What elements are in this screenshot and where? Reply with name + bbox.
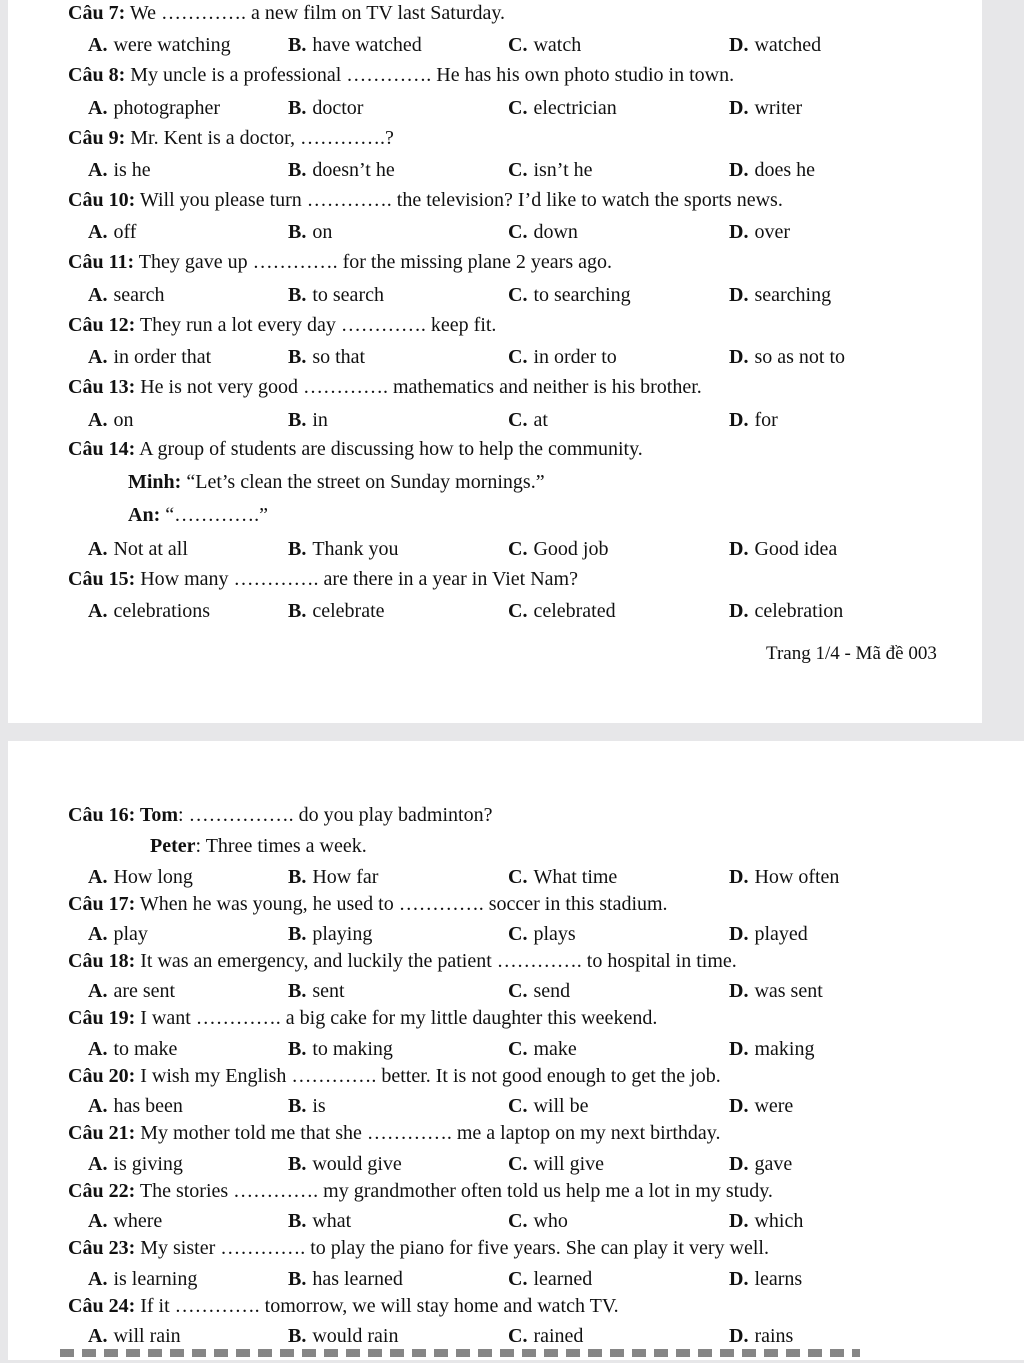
question-number: Câu 23: xyxy=(68,1237,136,1259)
option-b[interactable]: B. to making xyxy=(288,1038,393,1060)
option-a[interactable]: A. play xyxy=(88,923,148,945)
option-d[interactable]: D. for xyxy=(729,409,778,431)
question-9 xyxy=(68,126,394,150)
question-number: Câu 18: xyxy=(68,950,136,972)
question-21 xyxy=(68,1121,721,1145)
exam-page-2 xyxy=(8,741,1024,1360)
question-text: They run a lot every day …………. keep fit. xyxy=(135,314,497,336)
option-a[interactable]: A. photographer xyxy=(88,97,221,119)
option-b[interactable]: B. on xyxy=(288,221,333,243)
option-b[interactable]: B. would rain xyxy=(288,1325,399,1347)
option-d[interactable]: D. How often xyxy=(729,866,840,888)
option-a[interactable]: A. were watching xyxy=(88,34,231,56)
option-c[interactable]: C. learned xyxy=(508,1268,593,1290)
option-a[interactable]: A. off xyxy=(88,221,137,243)
option-b[interactable]: B. doctor xyxy=(288,97,364,119)
option-a[interactable]: A. celebrations xyxy=(88,600,211,622)
dialogue-line-peter: Peter: Three times a week. xyxy=(150,835,367,857)
question-text: Mr. Kent is a doctor, ………….? xyxy=(125,127,394,149)
question-17 xyxy=(68,892,668,916)
question-number: Câu 11: xyxy=(68,251,135,273)
option-d[interactable]: D. Good idea xyxy=(729,538,838,560)
option-c[interactable]: C. will be xyxy=(508,1095,589,1117)
option-b[interactable]: B. what xyxy=(288,1210,352,1232)
question-22 xyxy=(68,1179,773,1203)
question-number: Câu 14: xyxy=(68,438,136,460)
question-text: How many …………. are there in a year in Viet Nam? xyxy=(135,568,578,590)
question-text: We …………. a new film on TV last Saturday. xyxy=(125,2,506,24)
question-number: Câu 24: xyxy=(68,1295,136,1317)
option-a[interactable]: A. where xyxy=(88,1210,163,1232)
question-18 xyxy=(68,949,737,973)
question-number: Câu 9: xyxy=(68,127,126,149)
question-text: I want …………. a big cake for my little daughter this weekend. xyxy=(135,1007,658,1029)
question-16 xyxy=(68,803,492,827)
question-24 xyxy=(68,1294,619,1318)
option-a[interactable]: A. search xyxy=(88,284,165,306)
question-number: Câu 19: xyxy=(68,1007,136,1029)
option-c[interactable]: C. will give xyxy=(508,1153,604,1175)
option-b[interactable]: B. How far xyxy=(288,866,379,888)
question-text: If it …………. tomorrow, we will stay home and watch TV. xyxy=(135,1295,619,1317)
option-c[interactable]: C. What time xyxy=(508,866,618,888)
option-a[interactable]: A. is he xyxy=(88,159,151,181)
option-d[interactable]: D. which xyxy=(729,1210,804,1232)
option-d[interactable]: D. searching xyxy=(729,284,832,306)
question-text: My mother told me that she …………. me a laptop on my next birthday. xyxy=(135,1122,721,1144)
option-a[interactable]: A. on xyxy=(88,409,134,431)
cropped-next-line xyxy=(60,1349,860,1363)
option-b[interactable]: B. to search xyxy=(288,284,384,306)
option-c[interactable]: C. Good job xyxy=(508,538,609,560)
question-11 xyxy=(68,250,612,274)
dialogue-line-minh: Minh: “Let’s clean the street on Sunday mornings.” xyxy=(128,471,545,493)
option-c[interactable]: C. send xyxy=(508,980,571,1002)
option-d[interactable]: D. watched xyxy=(729,34,822,56)
question-number: Câu 17: xyxy=(68,893,136,915)
option-d[interactable]: D. does he xyxy=(729,159,815,181)
option-c[interactable]: C. celebrated xyxy=(508,600,616,622)
option-d[interactable]: D. learns xyxy=(729,1268,803,1290)
option-a[interactable]: A. are sent xyxy=(88,980,176,1002)
option-d[interactable]: D. celebration xyxy=(729,600,844,622)
option-d[interactable]: D. so as not to xyxy=(729,346,846,368)
question-text: They gave up …………. for the missing plane 2 years ago. xyxy=(134,251,612,273)
option-a[interactable]: A. in order that xyxy=(88,346,212,368)
option-c[interactable]: C. who xyxy=(508,1210,568,1232)
question-text: The stories …………. my grandmother often told us help me a lot in my study. xyxy=(135,1180,773,1202)
question-number: Câu 15: xyxy=(68,568,136,590)
question-10 xyxy=(68,188,783,212)
question-12 xyxy=(68,313,496,337)
question-23 xyxy=(68,1236,769,1260)
option-b[interactable]: B. is xyxy=(288,1095,326,1117)
question-text: It was an emergency, and luckily the patient …………. to hospital in time. xyxy=(135,950,737,972)
question-text: : ……………. do you play badminton? xyxy=(178,804,493,826)
question-text: My sister …………. to play the piano for five years. She can play it very well. xyxy=(135,1237,769,1259)
option-d[interactable]: D. were xyxy=(729,1095,794,1117)
option-c[interactable]: C. isn’t he xyxy=(508,159,593,181)
option-b[interactable]: B. so that xyxy=(288,346,366,368)
option-b[interactable]: B. sent xyxy=(288,980,345,1002)
question-number: Câu 16: xyxy=(68,804,136,826)
option-d[interactable]: D. was sent xyxy=(729,980,823,1002)
option-a[interactable]: A. will rain xyxy=(88,1325,181,1347)
question-number: Câu 20: xyxy=(68,1065,136,1087)
page-footer: Trang 1/4 - Mã đề 003 xyxy=(766,643,937,664)
question-20 xyxy=(68,1064,721,1088)
option-c[interactable]: C. down xyxy=(508,221,578,243)
question-14 xyxy=(68,437,643,461)
option-a[interactable]: A. is learning xyxy=(88,1268,198,1290)
question-number: Câu 12: xyxy=(68,314,136,336)
option-a[interactable]: A. has been xyxy=(88,1095,183,1117)
question-13 xyxy=(68,375,702,399)
option-a[interactable]: A. Not at all xyxy=(88,538,188,560)
exam-page-1 xyxy=(8,0,982,723)
question-number: Câu 8: xyxy=(68,64,126,86)
question-15 xyxy=(68,567,578,591)
option-d[interactable]: D. making xyxy=(729,1038,815,1060)
question-number: Câu 10: xyxy=(68,189,136,211)
option-d[interactable]: D. played xyxy=(729,923,808,945)
question-number: Câu 13: xyxy=(68,376,136,398)
option-a[interactable]: A. is giving xyxy=(88,1153,183,1175)
option-d[interactable]: D. writer xyxy=(729,97,803,119)
question-text: Will you please turn …………. the television? I’d like to watch the sports news. xyxy=(135,189,783,211)
option-c[interactable]: C. plays xyxy=(508,923,576,945)
speaker-tom: Tom xyxy=(135,804,179,826)
question-7 xyxy=(68,1,505,25)
option-d[interactable]: D. over xyxy=(729,221,790,243)
question-number: Câu 7: xyxy=(68,2,126,24)
option-d[interactable]: D. gave xyxy=(729,1153,793,1175)
option-b[interactable]: B. playing xyxy=(288,923,373,945)
option-a[interactable]: A. to make xyxy=(88,1038,178,1060)
option-c[interactable]: C. in order to xyxy=(508,346,617,368)
question-number: Câu 21: xyxy=(68,1122,136,1144)
question-text: My uncle is a professional …………. He has his own photo studio in town. xyxy=(125,64,735,86)
dialogue-line-an: An: “………….” xyxy=(128,504,268,526)
option-a[interactable]: A. How long xyxy=(88,866,193,888)
option-b[interactable]: B. would give xyxy=(288,1153,402,1175)
option-b[interactable]: B. Thank you xyxy=(288,538,399,560)
option-d[interactable]: D. rains xyxy=(729,1325,794,1347)
question-text: I wish my English …………. better. It is not good enough to get the job. xyxy=(135,1065,721,1087)
question-text: When he was young, he used to …………. soccer in this stadium. xyxy=(135,893,668,915)
question-text: A group of students are discussing how to help the community. xyxy=(135,438,643,460)
option-c[interactable]: C. to searching xyxy=(508,284,631,306)
option-b[interactable]: B. in xyxy=(288,409,328,431)
option-c[interactable]: C. electrician xyxy=(508,97,617,119)
option-b[interactable]: B. have watched xyxy=(288,34,422,56)
option-b[interactable]: B. has learned xyxy=(288,1268,403,1290)
question-19 xyxy=(68,1006,657,1030)
option-c[interactable]: C. watch xyxy=(508,34,582,56)
option-c[interactable]: C. rained xyxy=(508,1325,584,1347)
question-8 xyxy=(68,63,734,87)
question-number: Câu 22: xyxy=(68,1180,136,1202)
option-b[interactable]: B. doesn’t he xyxy=(288,159,395,181)
option-b[interactable]: B. celebrate xyxy=(288,600,385,622)
option-c[interactable]: C. make xyxy=(508,1038,577,1060)
option-c[interactable]: C. at xyxy=(508,409,548,431)
question-text: He is not very good …………. mathematics and neither is his brother. xyxy=(135,376,702,398)
